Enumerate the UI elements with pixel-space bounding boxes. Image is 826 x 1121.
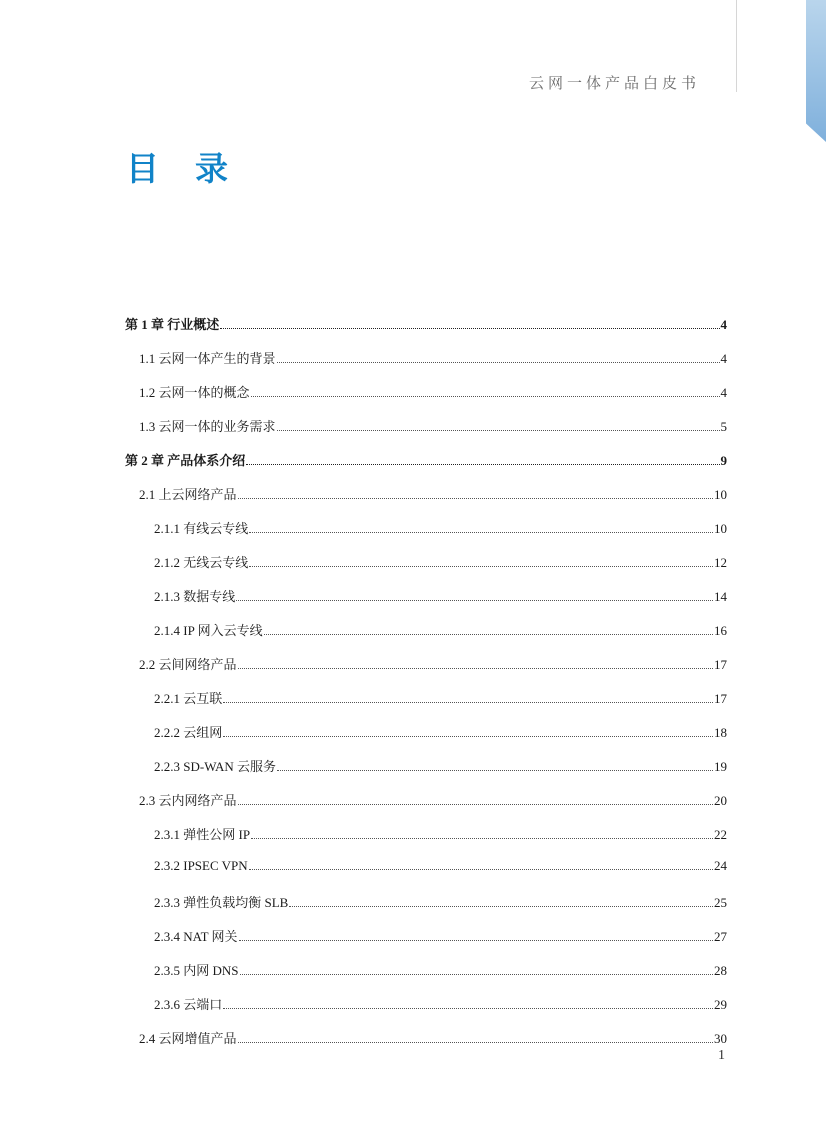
toc-dot-leader xyxy=(249,860,713,870)
toc-entry-page: 29 xyxy=(714,997,727,1012)
toc-entry-label: 第 2 章 产品体系介绍 xyxy=(125,453,246,468)
toc-entry[interactable] xyxy=(125,790,727,824)
toc-dot-leader xyxy=(236,591,713,601)
toc-dot-leader xyxy=(246,455,719,465)
toc-entry-page: 4 xyxy=(720,317,727,332)
toc-entry[interactable] xyxy=(125,348,727,382)
toc-entry-label: 1.1 云网一体产生的背景 xyxy=(139,351,276,366)
toc-entry[interactable] xyxy=(125,654,727,688)
toc-entry-page: 17 xyxy=(714,657,727,672)
toc-dot-leader xyxy=(249,523,713,533)
toc-entry-page: 5 xyxy=(720,419,727,434)
toc-entry[interactable] xyxy=(125,484,727,518)
toc-dot-leader xyxy=(238,795,713,805)
toc-entry-label: 1.3 云网一体的业务需求 xyxy=(139,419,276,434)
toc-entry[interactable] xyxy=(125,926,727,960)
toc-entry[interactable] xyxy=(125,552,727,586)
toc-entry[interactable] xyxy=(125,824,727,858)
toc-entry-page: 14 xyxy=(714,589,727,604)
toc-heading-char-2: 录 xyxy=(195,149,228,188)
toc-entry[interactable] xyxy=(125,416,727,450)
toc-entry-page: 20 xyxy=(714,793,727,808)
toc-entry[interactable] xyxy=(125,688,727,722)
toc-entry-label: 第 1 章 行业概述 xyxy=(125,317,220,332)
header-divider xyxy=(736,0,737,92)
toc-entry-label: 2.3.5 内网 DNS xyxy=(154,963,239,978)
toc-entry[interactable] xyxy=(125,586,727,620)
corner-tab-decoration xyxy=(806,0,826,142)
toc-entry[interactable] xyxy=(125,994,727,1028)
toc-entry-page: 9 xyxy=(720,453,727,468)
toc-entry-label: 2.1.4 IP 网入云专线 xyxy=(154,623,263,638)
toc-entry-label: 2.2.2 云组网 xyxy=(154,725,223,740)
toc-entry[interactable] xyxy=(125,382,727,416)
toc-entry-label: 2.2 云间网络产品 xyxy=(139,657,237,672)
toc-dot-leader xyxy=(240,965,713,975)
toc-entry-page: 12 xyxy=(714,555,727,570)
toc-entry-label: 2.1.3 数据专线 xyxy=(154,589,236,604)
toc-entry-page: 30 xyxy=(714,1031,727,1046)
toc-entry-page: 27 xyxy=(714,929,727,944)
toc-entry-label: 2.2.3 SD-WAN 云服务 xyxy=(154,759,277,774)
document-title: 云网一体产品白皮书 xyxy=(528,74,700,92)
toc-dot-leader xyxy=(264,625,713,635)
toc-entry-page: 4 xyxy=(720,351,727,366)
toc-entry[interactable] xyxy=(125,518,727,552)
toc-entry-label: 2.4 云网增值产品 xyxy=(139,1031,237,1046)
toc-entry-label: 2.3.3 弹性负载均衡 SLB xyxy=(154,895,289,910)
toc-entry-label: 2.3 云内网络产品 xyxy=(139,793,237,808)
toc-entry-label: 2.1.1 有线云专线 xyxy=(154,521,249,536)
toc-dot-leader xyxy=(277,353,720,363)
toc-dot-leader xyxy=(223,693,713,703)
toc-heading xyxy=(126,143,228,190)
toc-dot-leader xyxy=(251,387,720,397)
toc-entry-page: 19 xyxy=(714,759,727,774)
toc-entry-page: 10 xyxy=(714,487,727,502)
toc-entry-label: 1.2 云网一体的概念 xyxy=(139,385,250,400)
toc-entry[interactable] xyxy=(125,892,727,926)
toc-dot-leader xyxy=(239,931,713,941)
toc-entry-page: 4 xyxy=(720,385,727,400)
toc-entry[interactable] xyxy=(125,858,727,892)
toc-entry-label: 2.3.2 IPSEC VPN xyxy=(154,858,248,873)
toc-dot-leader xyxy=(238,1033,713,1043)
toc-dot-leader xyxy=(277,761,713,771)
toc-entry-page: 28 xyxy=(714,963,727,978)
toc-dot-leader xyxy=(251,829,713,839)
toc-entry[interactable] xyxy=(125,960,727,994)
toc-entry[interactable] xyxy=(125,620,727,654)
toc-entry-page: 25 xyxy=(714,895,727,910)
toc-entry[interactable] xyxy=(125,722,727,756)
toc-entry-page: 16 xyxy=(714,623,727,638)
toc-entry-page: 18 xyxy=(714,725,727,740)
toc-entry[interactable] xyxy=(125,314,727,348)
toc-entry-label: 2.3.1 弹性公网 IP xyxy=(154,827,251,842)
toc-entry[interactable] xyxy=(125,756,727,790)
toc-dot-leader xyxy=(223,727,713,737)
toc-dot-leader xyxy=(223,999,713,1009)
toc-dot-leader xyxy=(277,421,720,431)
toc-entry-page: 24 xyxy=(714,858,727,873)
toc-entry-page: 22 xyxy=(714,827,727,842)
toc-dot-leader xyxy=(249,557,713,567)
table-of-contents xyxy=(125,314,727,1062)
toc-heading-char-1: 目 xyxy=(126,149,159,188)
toc-entry-label: 2.2.1 云互联 xyxy=(154,691,223,706)
page-number: 1 xyxy=(718,1048,725,1063)
toc-entry-label: 2.3.4 NAT 网关 xyxy=(154,929,238,944)
toc-entry[interactable] xyxy=(125,450,727,484)
toc-entry[interactable] xyxy=(125,1028,727,1062)
toc-entry-page: 17 xyxy=(714,691,727,706)
toc-entry-label: 2.1 上云网络产品 xyxy=(139,487,237,502)
toc-dot-leader xyxy=(238,659,713,669)
toc-dot-leader xyxy=(238,489,713,499)
toc-entry-label: 2.3.6 云端口 xyxy=(154,997,223,1012)
toc-entry-page: 10 xyxy=(714,521,727,536)
toc-entry-label: 2.1.2 无线云专线 xyxy=(154,555,249,570)
toc-dot-leader xyxy=(289,897,713,907)
toc-dot-leader xyxy=(220,319,719,329)
